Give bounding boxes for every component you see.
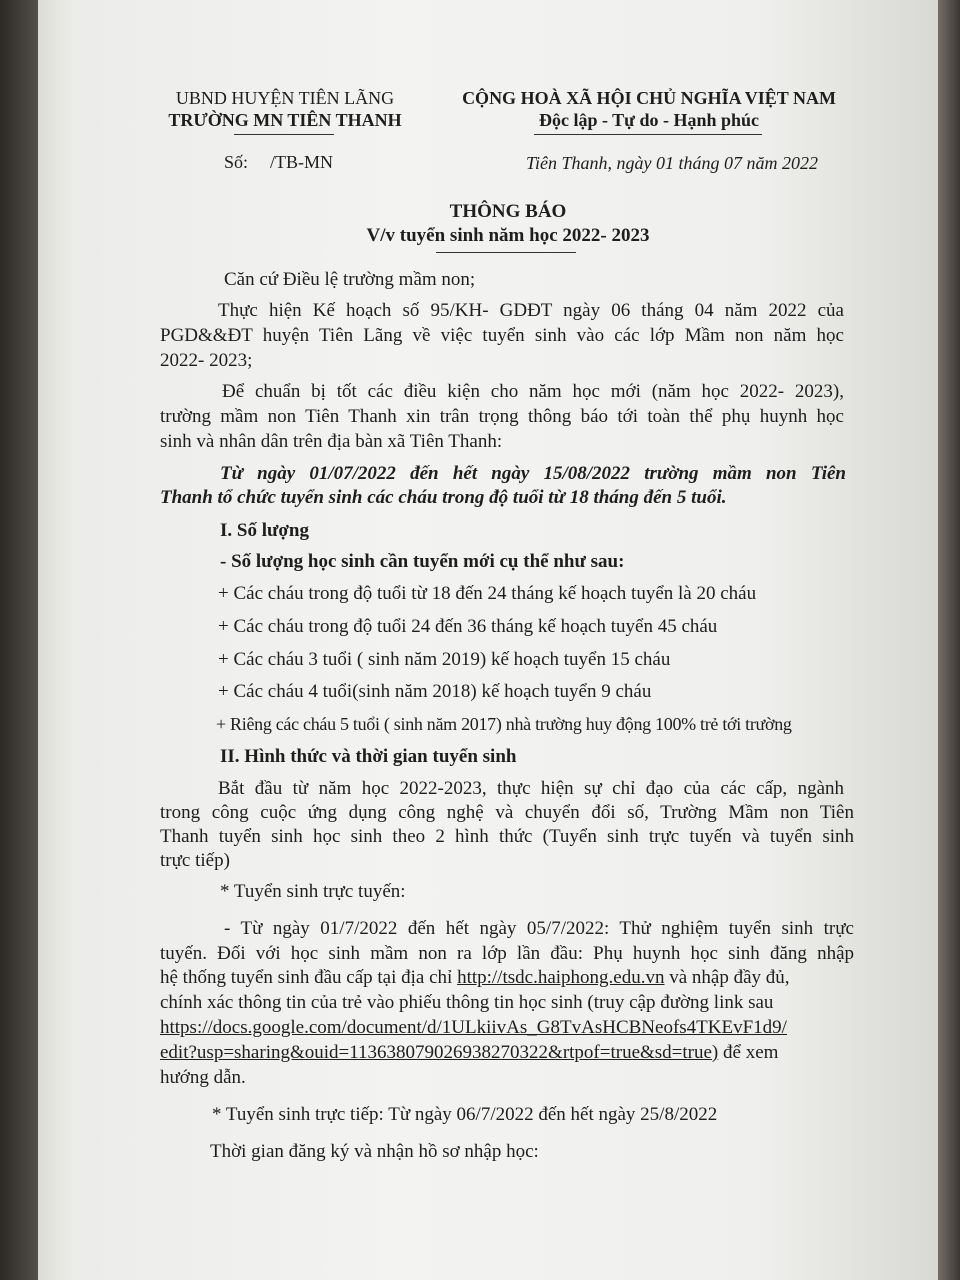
- plan-line-2: PGD&&ĐT huyện Tiên Lãng về việc tuyển sinh vào các lớp Mầm non năm học: [160, 325, 844, 346]
- tsdc-link[interactable]: http://tsdc.haiphong.edu.vn: [457, 967, 665, 988]
- prep-line-3: sinh và nhân dân trên địa bàn xã Tiên Thanh:: [160, 431, 503, 452]
- quota-item-2: + Các cháu trong độ tuổi 24 đến 36 tháng kế hoạch tuyển 45 cháu: [218, 616, 718, 637]
- online-line-7: hướng dẫn.: [160, 1067, 246, 1088]
- doc-title: THÔNG BÁO: [449, 201, 567, 222]
- plan-line-1: Thực hiện Kế hoạch số 95/KH- GDĐT ngày 06 tháng 04 năm 2022 của: [218, 300, 844, 321]
- section-1-title: I. Số lượng: [220, 520, 309, 541]
- period-line-2: Thanh tổ chức tuyển sinh các cháu trong độ tuổi từ 18 tháng đến 5 tuổi.: [160, 487, 727, 508]
- form-line-3: Thanh tuyển sinh học sinh theo 2 hình thức (Tuyển sinh trực tuyến và tuyển sinh: [160, 826, 854, 847]
- form-line-2: trong công cuộc ứng dụng công nghệ và chuyển đổi số, Trường Mầm non Tiên: [160, 802, 854, 823]
- place-date: Tiên Thanh, ngày 01 tháng 07 năm 2022: [526, 153, 819, 173]
- online-line-3: [160, 966, 790, 990]
- online-line-4: chính xác thông tin của trẻ vào phiếu thông tin học sinh (truy cập đường link sau: [160, 992, 774, 1013]
- google-doc-link-part-1[interactable]: https://docs.google.com/document/d/1ULkiivAs_G8TvAsHCBNeofs4TKEvF1d9/: [160, 1017, 787, 1038]
- online-line-6: [160, 1041, 778, 1065]
- issuer-school: TRƯỜNG MN TIÊN THANH: [168, 110, 402, 130]
- form-line-1: Bắt đầu từ năm học 2022-2023, thực hiện sự chỉ đạo của các cấp, ngành: [218, 778, 844, 799]
- registration-time: Thời gian đăng ký và nhận hồ sơ nhập học:: [210, 1141, 539, 1162]
- title-underline: [436, 252, 576, 253]
- section-1-subtitle: - Số lượng học sinh cần tuyển mới cụ thể như sau:: [220, 551, 625, 572]
- quota-item-1: + Các cháu trong độ tuổi từ 18 đến 24 tháng kế hoạch tuyển là 20 cháu: [218, 583, 757, 604]
- direct-enrollment: * Tuyển sinh trực tiếp: Từ ngày 06/7/2022 đến hết ngày 25/8/2022: [212, 1104, 718, 1125]
- quota-item-4: + Các cháu 4 tuổi(sinh năm 2018) kế hoạch tuyển 9 cháu: [218, 681, 652, 702]
- issuer-underline: [234, 134, 334, 135]
- doc-number-code: /TB-MN: [270, 152, 333, 172]
- motto-underline: [534, 134, 762, 135]
- online-title: * Tuyển sinh trực tuyến:: [220, 881, 406, 902]
- online-line-3-tail: và nhập đầy đủ,: [664, 967, 790, 988]
- quota-item-5: + Riêng các cháu 5 tuổi ( sinh năm 2017) nhà trường huy động 100% trẻ tới trường: [216, 714, 792, 734]
- plan-line-3: 2022- 2023;: [160, 350, 253, 371]
- section-2-title: II. Hình thức và thời gian tuyển sinh: [220, 746, 517, 767]
- issuer-district: UBND HUYỆN TIÊN LÃNG: [175, 88, 395, 108]
- online-line-3-text: hệ thống tuyển sinh đầu cấp tại địa chỉ: [160, 967, 458, 988]
- online-line-1: - Từ ngày 01/7/2022 đến hết ngày 05/7/2022: Thử nghiệm tuyển sinh trực: [224, 918, 854, 939]
- national-title: CỘNG HOÀ XÃ HỘI CHỦ NGHĨA VIỆT NAM: [462, 88, 836, 108]
- prep-line-2: trường mầm non Tiên Thanh xin trân trọng thông báo tới toàn thể phụ huynh học: [160, 406, 844, 427]
- national-motto: Độc lập - Tự do - Hạnh phúc: [538, 110, 760, 130]
- basis-paragraph: Căn cứ Điều lệ trường mầm non;: [224, 269, 476, 290]
- quota-item-3: + Các cháu 3 tuổi ( sinh năm 2019) kế hoạch tuyển 15 cháu: [218, 649, 671, 670]
- period-line-1: Từ ngày 01/07/2022 đến hết ngày 15/08/2022 trường mầm non Tiên: [220, 463, 846, 484]
- prep-line-1: Để chuẩn bị tốt các điều kiện cho năm học mới (năm học 2022- 2023),: [222, 381, 844, 402]
- document-page: [38, 0, 938, 1280]
- online-line-6-tail: để xem: [718, 1042, 779, 1063]
- doc-number-label: Số:: [224, 152, 249, 172]
- desk-left-edge: [0, 0, 40, 1280]
- form-line-4: trực tiếp): [160, 850, 230, 871]
- online-line-2: tuyến. Đối với học sinh mầm non ra lớp lần đầu: Phụ huynh học sinh đăng nhập: [160, 943, 854, 964]
- doc-subtitle: V/v tuyển sinh năm học 2022- 2023: [366, 225, 650, 246]
- google-doc-link-part-2[interactable]: edit?usp=sharing&ouid=113638079026938270322&rtpof=true&sd=true): [160, 1042, 719, 1063]
